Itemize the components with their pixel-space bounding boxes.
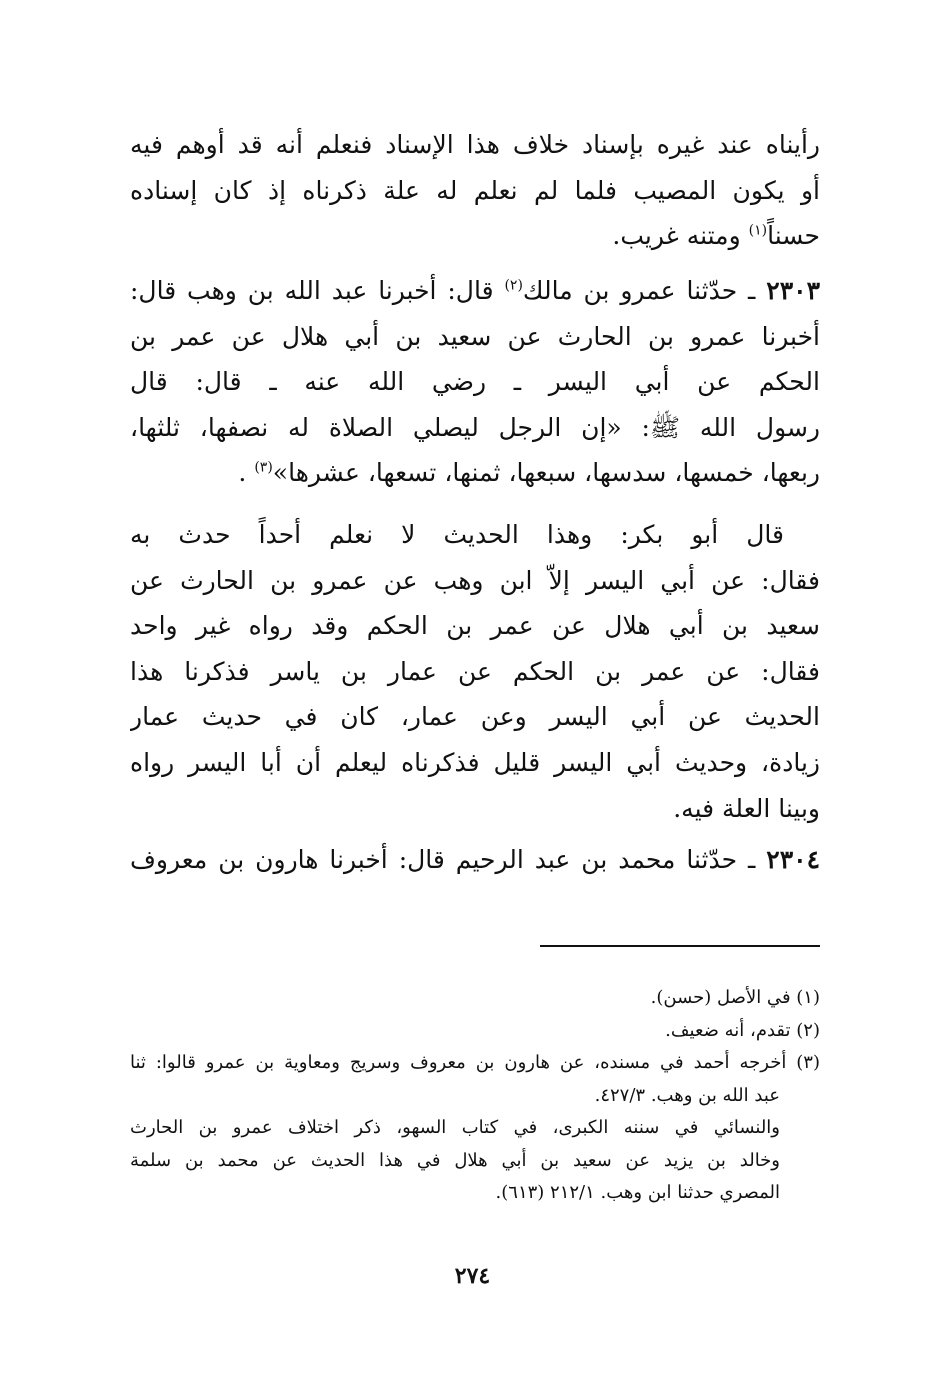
hadith-heading-line [130, 837, 820, 883]
hadith-2303 [130, 268, 820, 496]
text-line [130, 213, 820, 259]
footnote-ref: (٢) [504, 277, 523, 294]
hadith-heading-line [130, 268, 820, 314]
footnotes [130, 982, 820, 1210]
text-fragment: ـ حدّثنا محمد بن عبد الرحيم قال: أخبرنا هارون بن معروف [130, 845, 756, 874]
text-fragment: قال: أخبرنا عبد الله بن وهب قال: [130, 276, 494, 305]
text-fragment: حسناً [767, 221, 820, 251]
text-line: الحديث عن أبي اليسر وعن عمار، كان في حديث عمار [130, 702, 820, 732]
footnote-2: (٢) تقدم، أنه ضعيف. [665, 1019, 820, 1041]
footnote-3-continuation: وخالد بن يزيد عن سعيد بن أبي هلال في هذا الحديث عن محمد بن سلمة [130, 1149, 780, 1171]
paragraph-continuation [130, 122, 820, 259]
text-fragment: . [238, 458, 247, 488]
footnote-3-continuation: والنسائي في سننه الكبرى، في كتاب السهو، ذكر اختلاف عمرو بن الحارث [130, 1117, 780, 1138]
text-line: فقال: عن عمر بن الحكم عن عمار بن ياسر فذكرنا هذا [130, 656, 820, 686]
text-line: أو يكون المصيب فلما لم نعلم له علة ذكرناه إذ كان إسناده [130, 175, 820, 205]
text-fragment: ـ حدّثنا عمرو بن مالك [522, 276, 756, 305]
footnote-ref: (٣) [254, 460, 273, 477]
text-fragment: ربعها، خمسها، سدسها، سبعها، ثمنها، تسعها، عشرها» [272, 458, 820, 488]
footnote-3-continuation: المصري حدثنا ابن وهب. ٢١٢/١ (٦١٣). [495, 1182, 780, 1203]
footnote-1: (١) في الأصل (حسن). [650, 987, 820, 1008]
footnote-3-continuation: عبد الله بن وهب. ٤٢٧/٣. [594, 1084, 780, 1106]
text-fragment: ومتنه غريب. [612, 221, 741, 251]
text-line: زيادة، وحديث أبي اليسر قليل فذكرناه ليعلم أن أبا اليسر رواه [130, 747, 820, 777]
text-line [130, 450, 820, 496]
footnote-ref: (١) [748, 222, 768, 239]
text-line: أخبرنا عمرو بن الحارث عن سعيد بن أبي هلال عن عمر بن [130, 321, 820, 351]
commentary-paragraph [130, 512, 820, 831]
hadith-2304 [130, 837, 820, 883]
hadith-number: ٢٣٠٣ [766, 276, 820, 305]
hadith-number: ٢٣٠٤ [766, 845, 820, 874]
text-line: وبينا العلة فيه. [673, 793, 820, 823]
page-number: ٢٧٤ [454, 1263, 491, 1289]
footnote-3: (٣) أخرجه أحمد في مسنده، عن هارون بن معروف وسريج ومعاوية بن عمرو قالوا: ثنا [130, 1052, 820, 1073]
text-line: فقال: عن أبي اليسر إلاّ ابن وهب عن عمرو بن الحارث عن [130, 565, 820, 595]
text-line: الحكم عن أبي اليسر ـ رضي الله عنه ـ قال: قال [130, 367, 820, 397]
text-line: رأيناه عند غيره بإسناد خلاف هذا الإسناد فنعلم أنه قد أوهم فيه [130, 130, 820, 159]
text-line: سعيد بن أبي هلال عن عمر بن الحكم وقد رواه غير واحد [130, 611, 820, 641]
footnote-divider [540, 945, 820, 947]
text-line: قال أبو بكر: وهذا الحديث لا نعلم أحداً حدث به [130, 520, 784, 549]
text-line: رسول الله ﷺ: «إن الرجل ليصلي الصلاة له نصفها، ثلثها، [130, 412, 820, 442]
